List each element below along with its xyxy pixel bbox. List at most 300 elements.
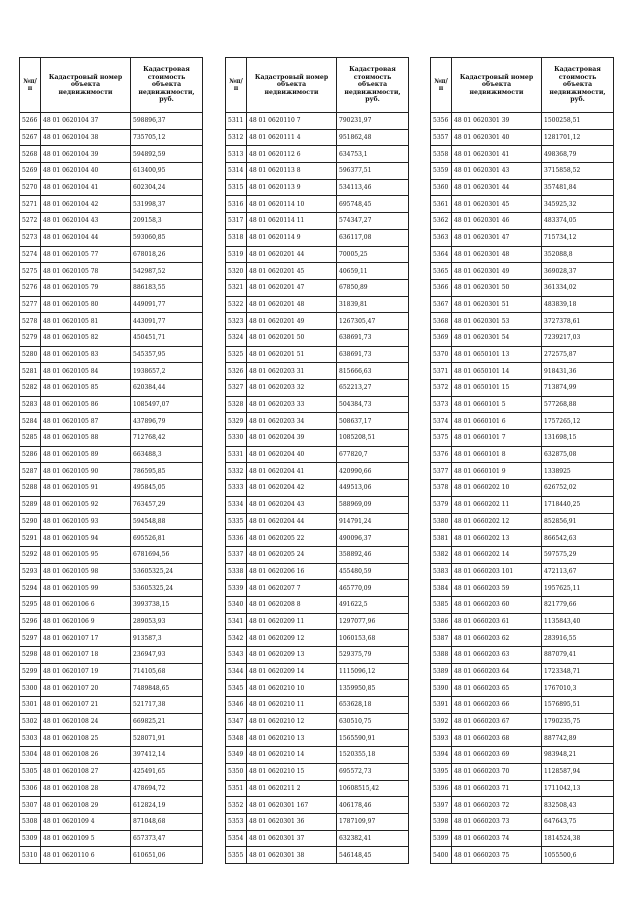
cadastral-number-cell: 48 01 0620108 28 <box>41 780 131 797</box>
table-row <box>20 563 203 580</box>
table-row <box>226 129 409 146</box>
cadastral-cost-cell: 495845,05 <box>131 480 203 497</box>
cadastral-number-cell: 48 01 0620201 48 <box>247 296 337 313</box>
cadastral-cost-cell: 1060153,68 <box>337 630 409 647</box>
row-number-cell: 5285 <box>20 430 41 447</box>
cadastral-cost-cell: 53605325,24 <box>131 563 203 580</box>
cadastral-cost-cell: 715734,12 <box>542 229 614 246</box>
row-number-cell: 5297 <box>20 630 41 647</box>
cadastral-number-cell: 48 01 0620104 39 <box>41 146 131 163</box>
cadastral-cost-cell: 790231,97 <box>337 113 409 130</box>
row-number-cell: 5303 <box>20 730 41 747</box>
cadastral-cost-cell: 1767010,3 <box>542 680 614 697</box>
row-number-cell: 5365 <box>431 263 452 280</box>
cadastral-cost-cell: 669825,21 <box>131 713 203 730</box>
row-number-cell: 5291 <box>20 530 41 547</box>
row-number-cell: 5381 <box>431 530 452 547</box>
cadastral-cost-cell: 449091,77 <box>131 296 203 313</box>
cadastral-number-cell: 48 01 0620301 167 <box>247 797 337 814</box>
cadastral-cost-cell: 713874,99 <box>542 380 614 397</box>
table-row <box>226 313 409 330</box>
table-row <box>20 847 203 864</box>
cadastral-number-cell: 48 01 0620105 78 <box>41 263 131 280</box>
row-number-cell: 5400 <box>431 847 452 864</box>
table-row <box>226 363 409 380</box>
cadastral-number-cell: 48 01 0660203 73 <box>452 813 542 830</box>
table-row <box>226 380 409 397</box>
table-row <box>20 480 203 497</box>
cadastral-number-cell: 48 01 0620201 49 <box>247 313 337 330</box>
cadastral-number-cell: 48 01 0620210 15 <box>247 763 337 780</box>
row-number-cell: 5325 <box>226 346 247 363</box>
table-row <box>20 363 203 380</box>
cadastral-number-cell: 48 01 0660203 65 <box>452 680 542 697</box>
cadastral-number-cell: 48 01 0620301 37 <box>247 830 337 847</box>
cadastral-cost-cell: 1338925 <box>542 463 614 480</box>
cadastral-number-cell: 48 01 0620108 24 <box>41 713 131 730</box>
cadastral-number-cell: 48 01 0620110 7 <box>247 113 337 130</box>
header-num: №п/п <box>20 58 41 113</box>
cadastral-cost-cell: 852856,91 <box>542 513 614 530</box>
row-number-cell: 5358 <box>431 146 452 163</box>
cadastral-cost-cell: 1085497,07 <box>131 396 203 413</box>
table-row <box>431 563 614 580</box>
cadastral-cost-cell: 597575,29 <box>542 546 614 563</box>
table-row <box>226 329 409 346</box>
row-number-cell: 5320 <box>226 263 247 280</box>
cadastral-cost-cell: 546148,45 <box>337 847 409 864</box>
row-number-cell: 5300 <box>20 680 41 697</box>
row-number-cell: 5322 <box>226 296 247 313</box>
cadastral-cost-cell: 1281701,12 <box>542 129 614 146</box>
header-row <box>226 58 409 113</box>
table-row <box>226 496 409 513</box>
cadastral-cost-cell: 67850,89 <box>337 279 409 296</box>
cadastral-cost-cell: 1723348,71 <box>542 663 614 680</box>
cadastral-number-cell: 48 01 0660101 7 <box>452 430 542 447</box>
table-row <box>20 580 203 597</box>
cadastral-cost-cell: 695572,73 <box>337 763 409 780</box>
cadastral-cost-cell: 1128587,94 <box>542 763 614 780</box>
table-row <box>431 446 614 463</box>
row-number-cell: 5376 <box>431 446 452 463</box>
cadastral-cost-cell: 283916,55 <box>542 630 614 647</box>
cadastral-cost-cell: 465770,09 <box>337 580 409 597</box>
cadastral-table-1 <box>19 57 203 864</box>
cadastral-cost-cell: 887079,41 <box>542 647 614 664</box>
cadastral-cost-cell: 1085208,51 <box>337 430 409 447</box>
row-number-cell: 5378 <box>431 480 452 497</box>
cadastral-cost-cell: 574347,27 <box>337 213 409 230</box>
cadastral-number-cell: 48 01 0620206 16 <box>247 563 337 580</box>
cadastral-number-cell: 48 01 0620301 49 <box>452 263 542 280</box>
table-row <box>226 847 409 864</box>
row-number-cell: 5371 <box>431 363 452 380</box>
row-number-cell: 5290 <box>20 513 41 530</box>
cadastral-number-cell: 48 01 0660202 10 <box>452 480 542 497</box>
table-row <box>20 713 203 730</box>
cadastral-cost-cell: 352088,8 <box>542 246 614 263</box>
cadastral-cost-cell: 1790235,75 <box>542 713 614 730</box>
cadastral-number-cell: 48 01 0660202 11 <box>452 496 542 513</box>
cadastral-table-2 <box>225 57 409 864</box>
table-row <box>431 413 614 430</box>
cadastral-number-cell: 48 01 0660203 68 <box>452 730 542 747</box>
cadastral-cost-cell: 1576895,51 <box>542 697 614 714</box>
row-number-cell: 5373 <box>431 396 452 413</box>
table-row <box>226 296 409 313</box>
cadastral-number-cell: 48 01 0660203 72 <box>452 797 542 814</box>
cadastral-number-cell: 48 01 0620208 8 <box>247 596 337 613</box>
cadastral-number-cell: 48 01 0620104 40 <box>41 163 131 180</box>
cadastral-cost-cell: 620384,44 <box>131 380 203 397</box>
table-row <box>431 263 614 280</box>
row-number-cell: 5392 <box>431 713 452 730</box>
cadastral-cost-cell: 443091,77 <box>131 313 203 330</box>
cadastral-cost-cell: 7239217,03 <box>542 329 614 346</box>
cadastral-number-cell: 48 01 0620105 95 <box>41 546 131 563</box>
cadastral-cost-cell: 1520355,18 <box>337 747 409 764</box>
cadastral-number-cell: 48 01 0620204 40 <box>247 446 337 463</box>
table-row <box>20 246 203 263</box>
table-row <box>226 396 409 413</box>
cadastral-number-cell: 48 01 0660203 61 <box>452 613 542 630</box>
table-row <box>20 530 203 547</box>
cadastral-number-cell: 48 01 0660203 101 <box>452 563 542 580</box>
cadastral-cost-cell: 483374,05 <box>542 213 614 230</box>
cadastral-cost-cell: 613400,95 <box>131 163 203 180</box>
cadastral-cost-cell: 594548,88 <box>131 513 203 530</box>
table-row <box>226 413 409 430</box>
table-row <box>20 313 203 330</box>
cadastral-number-cell: 48 01 0660202 12 <box>452 513 542 530</box>
cadastral-cost-cell: 236947,93 <box>131 647 203 664</box>
row-number-cell: 5296 <box>20 613 41 630</box>
table-row <box>226 680 409 697</box>
row-number-cell: 5345 <box>226 680 247 697</box>
row-number-cell: 5274 <box>20 246 41 263</box>
header-cadastral-cost: Кадастровая стоимость объекта недвижимости, руб. <box>131 58 203 113</box>
table-row <box>431 697 614 714</box>
table-row <box>431 830 614 847</box>
cadastral-number-cell: 48 01 0620105 85 <box>41 380 131 397</box>
table-row <box>431 163 614 180</box>
row-number-cell: 5271 <box>20 196 41 213</box>
cadastral-cost-cell: 521717,38 <box>131 697 203 714</box>
cadastral-number-cell: 48 01 0620105 88 <box>41 430 131 447</box>
row-number-cell: 5369 <box>431 329 452 346</box>
table-row <box>431 396 614 413</box>
cadastral-number-cell: 48 01 0620301 46 <box>452 213 542 230</box>
row-number-cell: 5273 <box>20 229 41 246</box>
row-number-cell: 5334 <box>226 496 247 513</box>
cadastral-cost-cell: 1718440,25 <box>542 496 614 513</box>
row-number-cell: 5267 <box>20 129 41 146</box>
table-row <box>226 430 409 447</box>
row-number-cell: 5382 <box>431 546 452 563</box>
cadastral-number-cell: 48 01 0620201 45 <box>247 263 337 280</box>
cadastral-cost-cell: 815666,63 <box>337 363 409 380</box>
cadastral-cost-cell: 449513,06 <box>337 480 409 497</box>
cadastral-number-cell: 48 01 0620107 17 <box>41 630 131 647</box>
cadastral-number-cell: 48 01 0620110 6 <box>41 847 131 864</box>
cadastral-number-cell: 48 01 0620209 13 <box>247 647 337 664</box>
cadastral-number-cell: 48 01 0660203 62 <box>452 630 542 647</box>
row-number-cell: 5326 <box>226 363 247 380</box>
table-row <box>226 613 409 630</box>
row-number-cell: 5333 <box>226 480 247 497</box>
cadastral-cost-cell: 638691,73 <box>337 329 409 346</box>
row-number-cell: 5340 <box>226 596 247 613</box>
cadastral-number-cell: 48 01 0660203 66 <box>452 697 542 714</box>
cadastral-number-cell: 48 01 0620201 50 <box>247 329 337 346</box>
cadastral-cost-cell: 887742,89 <box>542 730 614 747</box>
row-number-cell: 5346 <box>226 697 247 714</box>
cadastral-number-cell: 48 01 0620301 44 <box>452 179 542 196</box>
cadastral-number-cell: 48 01 0620105 79 <box>41 279 131 296</box>
cadastral-cost-cell: 695526,81 <box>131 530 203 547</box>
table-row <box>431 213 614 230</box>
table-row <box>431 630 614 647</box>
table-row <box>431 229 614 246</box>
cadastral-cost-cell: 490096,37 <box>337 530 409 547</box>
table-row <box>431 713 614 730</box>
row-number-cell: 5374 <box>431 413 452 430</box>
row-number-cell: 5294 <box>20 580 41 597</box>
row-number-cell: 5313 <box>226 146 247 163</box>
cadastral-number-cell: 48 01 0620114 10 <box>247 196 337 213</box>
cadastral-cost-cell: 638691,73 <box>337 346 409 363</box>
table-row <box>431 463 614 480</box>
cadastral-number-cell: 48 01 0620205 22 <box>247 530 337 547</box>
cadastral-cost-cell: 652213,27 <box>337 380 409 397</box>
row-number-cell: 5311 <box>226 113 247 130</box>
cadastral-cost-cell: 695748,45 <box>337 196 409 213</box>
cadastral-number-cell: 48 01 0620105 92 <box>41 496 131 513</box>
cadastral-number-cell: 48 01 0620107 20 <box>41 680 131 697</box>
table-row <box>20 697 203 714</box>
row-number-cell: 5383 <box>431 563 452 580</box>
cadastral-cost-cell: 472113,67 <box>542 563 614 580</box>
cadastral-cost-cell: 478694,72 <box>131 780 203 797</box>
table-row <box>226 463 409 480</box>
row-number-cell: 5321 <box>226 279 247 296</box>
cadastral-cost-cell: 369028,37 <box>542 263 614 280</box>
cadastral-number-cell: 48 01 0620105 90 <box>41 463 131 480</box>
table-row <box>431 129 614 146</box>
cadastral-cost-cell: 1135843,40 <box>542 613 614 630</box>
cadastral-cost-cell: 6781694,56 <box>131 546 203 563</box>
cadastral-cost-cell: 1055500,6 <box>542 847 614 864</box>
cadastral-number-cell: 48 01 0620105 89 <box>41 446 131 463</box>
table-row <box>226 747 409 764</box>
row-number-cell: 5331 <box>226 446 247 463</box>
cadastral-number-cell: 48 01 0620105 91 <box>41 480 131 497</box>
table-row <box>431 813 614 830</box>
table-row <box>431 346 614 363</box>
cadastral-cost-cell: 871048,68 <box>131 813 203 830</box>
row-number-cell: 5330 <box>226 430 247 447</box>
cadastral-number-cell: 48 01 0620105 99 <box>41 580 131 597</box>
cadastral-cost-cell: 508637,17 <box>337 413 409 430</box>
cadastral-number-cell: 48 01 0620106 6 <box>41 596 131 613</box>
table-row <box>20 830 203 847</box>
table-row <box>431 296 614 313</box>
row-number-cell: 5354 <box>226 830 247 847</box>
table-row <box>226 513 409 530</box>
row-number-cell: 5362 <box>431 213 452 230</box>
cadastral-cost-cell: 1957625,11 <box>542 580 614 597</box>
cadastral-number-cell: 48 01 0620107 18 <box>41 647 131 664</box>
cadastral-number-cell: 48 01 0620209 11 <box>247 613 337 630</box>
cadastral-number-cell: 48 01 0620201 51 <box>247 346 337 363</box>
table-row <box>20 613 203 630</box>
table-row <box>431 480 614 497</box>
row-number-cell: 5380 <box>431 513 452 530</box>
cadastral-number-cell: 48 01 0650101 14 <box>452 363 542 380</box>
table-row <box>226 580 409 597</box>
cadastral-cost-cell: 209158,3 <box>131 213 203 230</box>
cadastral-cost-cell: 632875,08 <box>542 446 614 463</box>
cadastral-number-cell: 48 01 0620301 40 <box>452 129 542 146</box>
table-row <box>20 129 203 146</box>
table-row <box>20 730 203 747</box>
cadastral-cost-cell: 735705,12 <box>131 129 203 146</box>
cadastral-cost-cell: 602304,24 <box>131 179 203 196</box>
cadastral-cost-cell: 1938657,2 <box>131 363 203 380</box>
table-row <box>431 113 614 130</box>
cadastral-cost-cell: 678018,26 <box>131 246 203 263</box>
row-number-cell: 5281 <box>20 363 41 380</box>
cadastral-cost-cell: 437896,79 <box>131 413 203 430</box>
table-row <box>431 680 614 697</box>
row-number-cell: 5372 <box>431 380 452 397</box>
table-row <box>431 246 614 263</box>
row-number-cell: 5359 <box>431 163 452 180</box>
cadastral-number-cell: 48 01 0620210 10 <box>247 680 337 697</box>
row-number-cell: 5355 <box>226 847 247 864</box>
cadastral-cost-cell: 1787109,97 <box>337 813 409 830</box>
cadastral-cost-cell: 610651,06 <box>131 847 203 864</box>
cadastral-number-cell: 48 01 0660202 14 <box>452 546 542 563</box>
row-number-cell: 5384 <box>431 580 452 597</box>
table-row <box>20 179 203 196</box>
cadastral-cost-cell: 70005,25 <box>337 246 409 263</box>
cadastral-cost-cell: 357481,84 <box>542 179 614 196</box>
cadastral-number-cell: 48 01 0620104 37 <box>41 113 131 130</box>
row-number-cell: 5275 <box>20 263 41 280</box>
cadastral-cost-cell: 531998,37 <box>131 196 203 213</box>
row-number-cell: 5366 <box>431 279 452 296</box>
row-number-cell: 5284 <box>20 413 41 430</box>
table-row <box>431 763 614 780</box>
table-row <box>226 813 409 830</box>
table-row <box>20 113 203 130</box>
row-number-cell: 5324 <box>226 329 247 346</box>
row-number-cell: 5282 <box>20 380 41 397</box>
header-cadastral-number: Кадастровый номер объекта недвижимости <box>247 58 337 113</box>
cadastral-number-cell: 48 01 0660203 70 <box>452 763 542 780</box>
table-row <box>431 363 614 380</box>
cadastral-cost-cell: 3715858,52 <box>542 163 614 180</box>
cadastral-number-cell: 48 01 0620203 34 <box>247 413 337 430</box>
row-number-cell: 5370 <box>431 346 452 363</box>
row-number-cell: 5379 <box>431 496 452 513</box>
cadastral-number-cell: 48 01 0620108 26 <box>41 747 131 764</box>
cadastral-number-cell: 48 01 0620207 7 <box>247 580 337 597</box>
row-number-cell: 5351 <box>226 780 247 797</box>
table-row <box>226 830 409 847</box>
cadastral-number-cell: 48 01 0620210 11 <box>247 697 337 714</box>
row-number-cell: 5350 <box>226 763 247 780</box>
table-row <box>20 163 203 180</box>
row-number-cell: 5336 <box>226 530 247 547</box>
cadastral-cost-cell: 10608515,42 <box>337 780 409 797</box>
cadastral-cost-cell: 1711042,13 <box>542 780 614 797</box>
cadastral-cost-cell: 636117,08 <box>337 229 409 246</box>
table-row <box>226 229 409 246</box>
cadastral-number-cell: 48 01 0660203 59 <box>452 580 542 597</box>
cadastral-cost-cell: 420990,66 <box>337 463 409 480</box>
row-number-cell: 5363 <box>431 229 452 246</box>
cadastral-cost-cell: 598896,37 <box>131 113 203 130</box>
cadastral-number-cell: 48 01 0620105 84 <box>41 363 131 380</box>
cadastral-number-cell: 48 01 0620204 41 <box>247 463 337 480</box>
cadastral-number-cell: 48 01 0620105 81 <box>41 313 131 330</box>
row-number-cell: 5287 <box>20 463 41 480</box>
cadastral-number-cell: 48 01 0620112 6 <box>247 146 337 163</box>
cadastral-number-cell: 48 01 0660203 74 <box>452 830 542 847</box>
cadastral-number-cell: 48 01 0620105 98 <box>41 563 131 580</box>
row-number-cell: 5389 <box>431 663 452 680</box>
row-number-cell: 5288 <box>20 480 41 497</box>
cadastral-number-cell: 48 01 0620205 24 <box>247 546 337 563</box>
row-number-cell: 5292 <box>20 546 41 563</box>
cadastral-cost-cell: 866542,63 <box>542 530 614 547</box>
table-row <box>431 663 614 680</box>
header-cadastral-cost: Кадастровая стоимость объекта недвижимости, руб. <box>337 58 409 113</box>
cadastral-number-cell: 48 01 0620203 31 <box>247 363 337 380</box>
cadastral-number-cell: 48 01 0620104 43 <box>41 213 131 230</box>
cadastral-number-cell: 48 01 0620301 51 <box>452 296 542 313</box>
cadastral-cost-cell: 663488,3 <box>131 446 203 463</box>
table-row <box>20 496 203 513</box>
table-row <box>226 246 409 263</box>
cadastral-number-cell: 48 01 0620104 44 <box>41 229 131 246</box>
cadastral-number-cell: 48 01 0620301 53 <box>452 313 542 330</box>
row-number-cell: 5323 <box>226 313 247 330</box>
cadastral-number-cell: 48 01 0660101 5 <box>452 396 542 413</box>
cadastral-cost-cell: 712768,42 <box>131 430 203 447</box>
table-row <box>20 630 203 647</box>
table-row <box>226 763 409 780</box>
row-number-cell: 5360 <box>431 179 452 196</box>
cadastral-number-cell: 48 01 0660203 60 <box>452 596 542 613</box>
table-row <box>226 563 409 580</box>
row-number-cell: 5341 <box>226 613 247 630</box>
row-number-cell: 5306 <box>20 780 41 797</box>
row-number-cell: 5312 <box>226 129 247 146</box>
cadastral-number-cell: 48 01 0660203 75 <box>452 847 542 864</box>
cadastral-number-cell: 48 01 0620203 32 <box>247 380 337 397</box>
table-row <box>226 263 409 280</box>
table-row <box>431 797 614 814</box>
cadastral-number-cell: 48 01 0620209 12 <box>247 630 337 647</box>
row-number-cell: 5304 <box>20 747 41 764</box>
table-row <box>20 213 203 230</box>
table-row <box>431 196 614 213</box>
cadastral-cost-cell: 913587,3 <box>131 630 203 647</box>
